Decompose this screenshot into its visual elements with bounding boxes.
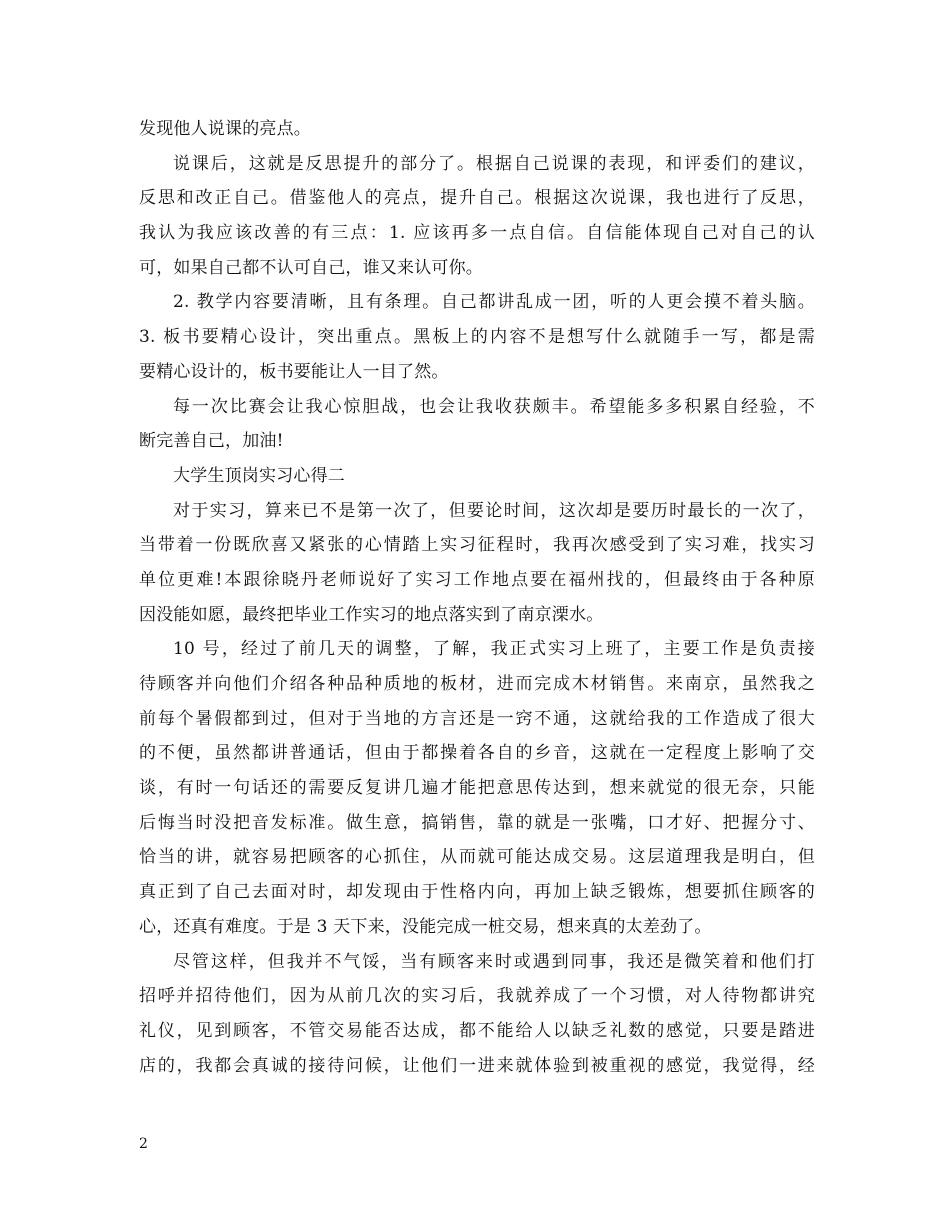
text-line: 真正到了自己去面对时，却发现由于性格内向，再加上缺乏锻炼，想要抓住顾客的: [139, 882, 815, 903]
text-line: 2. 教学内容要清晰，且有条理。自己都讲乱成一团，听的人更会摸不着头脑。: [173, 292, 815, 313]
text-line: 发现他人说课的亮点。: [139, 119, 311, 139]
text-line: 要精心设计的，板书要能让人一目了然。: [139, 361, 449, 382]
text-line: 当带着一份既欣喜又紧张的心情踏上实习征程时，我再次感受到了实习难，找实习: [139, 535, 815, 556]
text-line: 心，还真有难度。于是 3 天下来，没能完成一桩交易，想来真的太差劲了。: [139, 916, 712, 937]
text-line: 因没能如愿，最终把毕业工作实习的地点落实到了南京溧水。: [139, 604, 604, 625]
text-line: 10 号，经过了前几天的调整，了解，我正式实习上班了，主要工作是负责接: [173, 639, 815, 660]
text-line: 店的，我都会真诚的接待问候，让他们一进来就体验到被重视的感觉，我觉得，经: [139, 1055, 815, 1076]
body-text: [139, 112, 815, 1083]
text-line: 反思和改正自己。借鉴他人的亮点，提升自己。根据这次说课，我也进行了反思，: [139, 188, 815, 209]
text-line: 断完善自己，加油!: [139, 431, 284, 452]
text-line: 谈，有时一句话还的需要反复讲几遍才能把意思传达到，想来就觉的很无奈，只能: [139, 778, 815, 799]
text-line: 后悔当时没把音发标准。做生意，搞销售，靠的就是一张嘴，口才好、把握分寸、: [139, 812, 815, 833]
text-line: 恰当的讲，就容易把顾客的心抓住，从而就可能达成交易。这层道理我是明白，但: [139, 847, 815, 868]
text-line: 招呼并招待他们，因为从前几次的实习后，我就养成了一个习惯，对人待物都讲究: [139, 986, 815, 1007]
text-line: 单位更难!本跟徐晓丹老师说好了实习工作地点要在福州找的，但最终由于各种原: [139, 569, 815, 590]
text-line: 的不便，虽然都讲普通话，但由于都操着各自的乡音，这就在一定程度上影响了交: [139, 743, 815, 764]
text-line: 可，如果自己都不认可自己，谁又来认可你。: [139, 257, 483, 278]
section-heading: 大学生顶岗实习心得二: [173, 465, 345, 486]
page-number: 2: [139, 1136, 148, 1152]
text-line: 对于实习，算来已不是第一次了，但要论时间，这次却是要历时最长的一次了，: [173, 500, 815, 521]
text-line: 尽管这样，但我并不气馁，当有顾客来时或遇到同事，我还是微笑着和他们打: [173, 951, 815, 972]
text-line: 我认为我应该改善的有三点：1. 应该再多一点自信。自信能体现自己对自己的认: [139, 223, 815, 244]
text-line: 待顾客并向他们介绍各种品种质地的板材，进而完成木材销售。来南京，虽然我之: [139, 674, 815, 694]
text-line: 每一次比赛会让我心惊胆战，也会让我收获颇丰。希望能多多积累自经验，不: [173, 396, 815, 417]
text-line: 礼仪，见到顾客，不管交易能否达成，都不能给人以缺乏礼数的感觉，只要是踏进: [139, 1020, 815, 1041]
text-line: 前每个暑假都到过，但对于当地的方言还是一窍不通，这就给我的工作造成了很大: [139, 708, 815, 729]
text-line: 3. 板书要精心设计，突出重点。黑板上的内容不是想写什么就随手一写，都是需: [139, 327, 815, 348]
text-line: 说课后，这就是反思提升的部分了。根据自己说课的表现，和评委们的建议，: [173, 153, 815, 174]
